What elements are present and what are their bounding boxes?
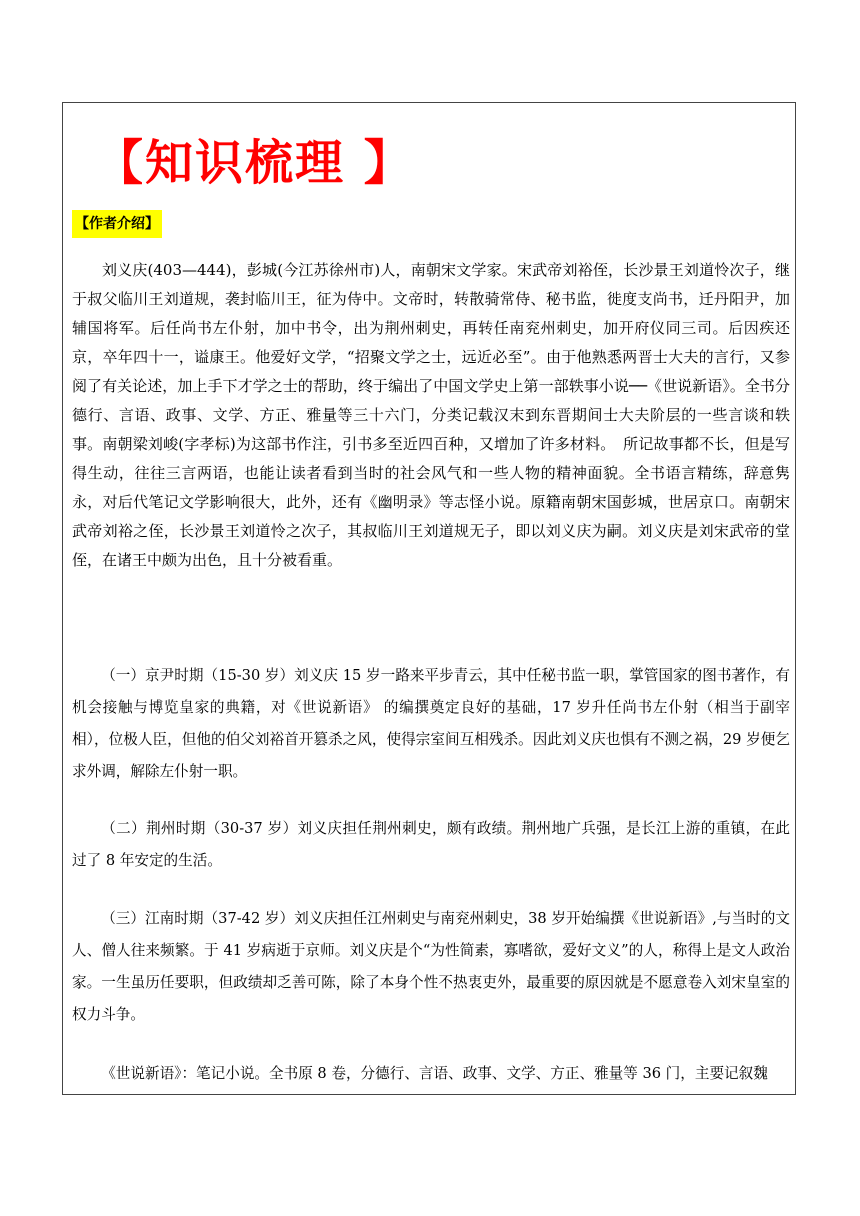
period-2-paragraph: （二）荆州时期（30-37 岁）刘义庆担任荆州刺史，颇有政绩。荆州地广兵强，是长江上游的重镇，在此过了 8 年安定的生活。 [72,820,790,869]
book-intro-paragraph: 《世说新语》：笔记小说。全书原 8 卷，分德行、言语、政事、文学、方正、雅量等 36 门，主要记叙魏 [101,1065,768,1082]
period-3-paragraph: （三）江南时期（37-42 岁）刘义庆担任江州刺史与南兖州刺史，38 岁开始编撰《世说新语》,与当时的文人、僧人往来频繁。于 41 岁病逝于京师。刘义庆是个“为性简素，寡嗜欲，爱好文义”的人，称得上是文人政治家。一生虽历任要职，但政绩却乏善可陈，除了本身个性不热衷吏外，最重要的原因就是不愿意卷入刘宋皇室的权力斗争。 [72,910,790,1023]
period-1-paragraph: （一）京尹时期（15-30 岁）刘义庆 15 岁一路来平步青云，其中任秘书监一职，掌管国家的图书著作，有机会接触与博览皇家的典籍，对《世说新语》 的编撰奠定良好的基础，17 岁升任尚书左仆射（相当于副宰相），位极人臣，但他的伯父刘裕首开篡杀之风，使得宗室间互相残杀。因此刘义庆也惧有不测之祸，29 岁便乞求外调，解除左仆射一职。 [72,667,790,780]
author-intro-paragraph: 刘义庆(403—444)，彭城(今江苏徐州市)人，南朝宋文学家。宋武帝刘裕侄，长沙景王刘道怜次子，继于叔父临川王刘道规，袭封临川王，征为侍中。文帝时，转散骑常侍、秘书监，徙度支尚书，迁丹阳尹，加辅国将军。后任尚书左仆射，加中书令，出为荆州刺史，再转任南兖州刺史，加开府仪同三司。后因疾还京，卒年四十一，谥康王。他爱好文学，“招聚文学之士，远近必至”。由于他熟悉两晋士大夫的言行，又参阅了有关论述，加上手下才学之士的帮助，终于编出了中国文学史上第一部轶事小说──《世说新语》。全书分德行、言语、政事、文学、方正、雅量等三十六门，分类记载汉末到东晋期间士大夫阶层的一些言谈和轶事。南朝梁刘峻(字孝标)为这部书作注，引书多至近四百种，又增加了许多材料。 所记故事都不长，但是写得生动，往往三言两语，也能让读者看到当时的社会风气和一些人物的精神面貌。全书语言精练，辞意隽永，对后代笔记文学影响很大，此外，还有《幽明录》等志怪小说。原籍南朝宋国彭城，世居京口。南朝宋武帝刘裕之侄，长沙景王刘道怜之次子，其叔临川王刘道规无子，即以刘义庆为嗣。刘义庆是刘宋武帝的堂侄，在诸王中颇为出色，且十分被看重。 [72,261,790,569]
section-tag-author: 【作者介绍】 [72,210,162,238]
page-title: 【知识梳理 】 [95,135,414,191]
